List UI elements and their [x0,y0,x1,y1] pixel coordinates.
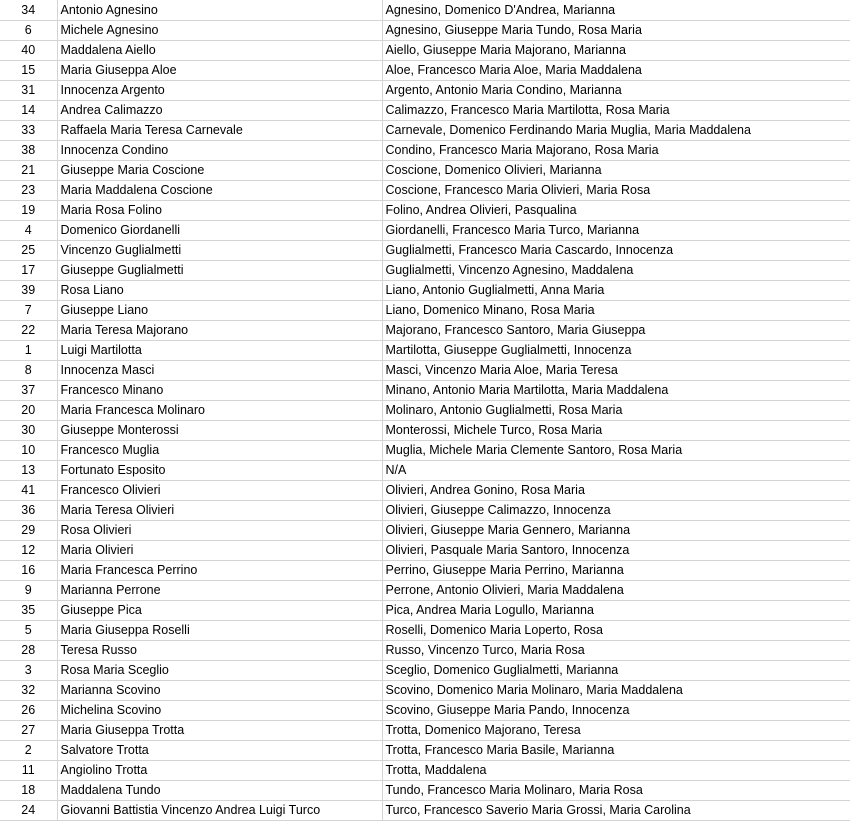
name-cell[interactable]: Innocenza Argento [57,81,382,101]
parents-cell[interactable]: Guglialmetti, Francesco Maria Cascardo, Innocenza [382,241,850,261]
id-cell[interactable]: 41 [0,481,57,501]
id-cell[interactable]: 19 [0,201,57,221]
name-cell[interactable]: Maria Giuseppa Trotta [57,721,382,741]
parents-cell[interactable]: Olivieri, Pasquale Maria Santoro, Innocenza [382,541,850,561]
parents-cell[interactable]: Russo, Vincenzo Turco, Maria Rosa [382,641,850,661]
parents-cell[interactable]: Molinaro, Antonio Guglialmetti, Rosa Maria [382,401,850,421]
table-row[interactable] [0,181,850,201]
parents-cell[interactable]: Condino, Francesco Maria Majorano, Rosa Maria [382,141,850,161]
table-row[interactable] [0,201,850,221]
parents-cell[interactable]: Perrone, Antonio Olivieri, Maria Maddalena [382,581,850,601]
parents-cell[interactable]: Trotta, Maddalena [382,761,850,781]
parents-cell[interactable]: Sceglio, Domenico Guglialmetti, Marianna [382,661,850,681]
table-row[interactable] [0,61,850,81]
name-cell[interactable]: Rosa Olivieri [57,521,382,541]
table-row[interactable] [0,81,850,101]
id-cell[interactable]: 2 [0,741,57,761]
id-cell[interactable]: 31 [0,81,57,101]
name-cell[interactable]: Francesco Olivieri [57,481,382,501]
id-cell[interactable]: 6 [0,21,57,41]
id-cell[interactable]: 15 [0,61,57,81]
id-cell[interactable]: 16 [0,561,57,581]
table-row[interactable] [0,221,850,241]
table-row[interactable] [0,741,850,761]
name-cell[interactable]: Maria Rosa Folino [57,201,382,221]
name-cell[interactable]: Giuseppe Maria Coscione [57,161,382,181]
id-cell[interactable]: 17 [0,261,57,281]
id-cell[interactable]: 18 [0,781,57,801]
table-row[interactable] [0,0,850,21]
id-cell[interactable]: 22 [0,321,57,341]
table-row[interactable] [0,301,850,321]
parents-cell[interactable]: Giordanelli, Francesco Maria Turco, Marianna [382,221,850,241]
parents-cell[interactable]: Agnesino, Domenico D'Andrea, Marianna [382,0,850,21]
table-row[interactable] [0,761,850,781]
name-cell[interactable]: Giuseppe Guglialmetti [57,261,382,281]
id-cell[interactable]: 9 [0,581,57,601]
parents-cell[interactable]: Calimazzo, Francesco Maria Martilotta, Rosa Maria [382,101,850,121]
name-cell[interactable]: Maria Maddalena Coscione [57,181,382,201]
name-cell[interactable]: Luigi Martilotta [57,341,382,361]
name-cell[interactable]: Michele Agnesino [57,21,382,41]
table-row[interactable] [0,241,850,261]
id-cell[interactable]: 23 [0,181,57,201]
table-row[interactable] [0,601,850,621]
parents-cell[interactable]: Coscione, Francesco Maria Olivieri, Maria Rosa [382,181,850,201]
id-cell[interactable]: 28 [0,641,57,661]
name-cell[interactable]: Domenico Giordanelli [57,221,382,241]
name-cell[interactable]: Salvatore Trotta [57,741,382,761]
parents-cell[interactable]: Liano, Domenico Minano, Rosa Maria [382,301,850,321]
id-cell[interactable]: 34 [0,0,57,21]
id-cell[interactable]: 1 [0,341,57,361]
id-cell[interactable]: 7 [0,301,57,321]
parents-cell[interactable]: Carnevale, Domenico Ferdinando Maria Muglia, Maria Maddalena [382,121,850,141]
table-row[interactable] [0,621,850,641]
parents-cell[interactable]: Trotta, Francesco Maria Basile, Marianna [382,741,850,761]
table-row[interactable] [0,121,850,141]
id-cell[interactable]: 37 [0,381,57,401]
parents-cell[interactable]: Tundo, Francesco Maria Molinaro, Maria Rosa [382,781,850,801]
name-cell[interactable]: Angiolino Trotta [57,761,382,781]
name-cell[interactable]: Giuseppe Monterossi [57,421,382,441]
name-cell[interactable]: Raffaela Maria Teresa Carnevale [57,121,382,141]
table-row[interactable] [0,541,850,561]
id-cell[interactable]: 24 [0,801,57,821]
table-row[interactable] [0,261,850,281]
table-row[interactable] [0,21,850,41]
name-cell[interactable]: Marianna Scovino [57,681,382,701]
parents-cell[interactable]: Masci, Vincenzo Maria Aloe, Maria Teresa [382,361,850,381]
parents-cell[interactable]: Scovino, Domenico Maria Molinaro, Maria Maddalena [382,681,850,701]
id-cell[interactable]: 32 [0,681,57,701]
parents-cell[interactable]: Pica, Andrea Maria Logullo, Marianna [382,601,850,621]
id-cell[interactable]: 21 [0,161,57,181]
table-row[interactable] [0,401,850,421]
name-cell[interactable]: Innocenza Masci [57,361,382,381]
table-row[interactable] [0,721,850,741]
id-cell[interactable]: 14 [0,101,57,121]
id-cell[interactable]: 40 [0,41,57,61]
table-row[interactable] [0,641,850,661]
parents-cell[interactable]: Agnesino, Giuseppe Maria Tundo, Rosa Maria [382,21,850,41]
parents-cell[interactable]: Olivieri, Andrea Gonino, Rosa Maria [382,481,850,501]
name-cell[interactable]: Maria Olivieri [57,541,382,561]
table-row[interactable] [0,101,850,121]
table-row[interactable] [0,281,850,301]
parents-cell[interactable]: Liano, Antonio Guglialmetti, Anna Maria [382,281,850,301]
table-row[interactable] [0,161,850,181]
id-cell[interactable]: 8 [0,361,57,381]
table-row[interactable] [0,801,850,821]
table-row[interactable] [0,381,850,401]
parents-cell[interactable]: Turco, Francesco Saverio Maria Grossi, Maria Carolina [382,801,850,821]
name-cell[interactable]: Maria Francesca Molinaro [57,401,382,421]
id-cell[interactable]: 36 [0,501,57,521]
id-cell[interactable]: 29 [0,521,57,541]
id-cell[interactable]: 12 [0,541,57,561]
name-cell[interactable]: Rosa Maria Sceglio [57,661,382,681]
id-cell[interactable]: 26 [0,701,57,721]
name-cell[interactable]: Giuseppe Liano [57,301,382,321]
name-cell[interactable]: Giuseppe Pica [57,601,382,621]
id-cell[interactable]: 33 [0,121,57,141]
parents-cell[interactable]: Martilotta, Giuseppe Guglialmetti, Innocenza [382,341,850,361]
id-cell[interactable]: 20 [0,401,57,421]
parents-cell[interactable]: Scovino, Giuseppe Maria Pando, Innocenza [382,701,850,721]
id-cell[interactable]: 11 [0,761,57,781]
parents-cell[interactable]: N/A [382,461,850,481]
table-row[interactable] [0,41,850,61]
parents-cell[interactable]: Olivieri, Giuseppe Calimazzo, Innocenza [382,501,850,521]
table-row[interactable] [0,461,850,481]
parents-cell[interactable]: Roselli, Domenico Maria Loperto, Rosa [382,621,850,641]
parents-cell[interactable]: Aloe, Francesco Maria Aloe, Maria Maddalena [382,61,850,81]
name-cell[interactable]: Antonio Agnesino [57,0,382,21]
parents-cell[interactable]: Guglialmetti, Vincenzo Agnesino, Maddalena [382,261,850,281]
parents-cell[interactable]: Monterossi, Michele Turco, Rosa Maria [382,421,850,441]
name-cell[interactable]: Maddalena Tundo [57,781,382,801]
parents-cell[interactable]: Argento, Antonio Maria Condino, Marianna [382,81,850,101]
name-cell[interactable]: Maria Giuseppa Roselli [57,621,382,641]
table-row[interactable] [0,141,850,161]
table-row[interactable] [0,501,850,521]
name-cell[interactable]: Maria Giuseppa Aloe [57,61,382,81]
table-row[interactable] [0,421,850,441]
id-cell[interactable]: 13 [0,461,57,481]
name-cell[interactable]: Maddalena Aiello [57,41,382,61]
parents-cell[interactable]: Trotta, Domenico Majorano, Teresa [382,721,850,741]
name-cell[interactable]: Vincenzo Guglialmetti [57,241,382,261]
name-cell[interactable]: Fortunato Esposito [57,461,382,481]
table-row[interactable] [0,481,850,501]
name-cell[interactable]: Giovanni Battistia Vincenzo Andrea Luigi Turco [57,801,382,821]
table-row[interactable] [0,681,850,701]
id-cell[interactable]: 5 [0,621,57,641]
parents-cell[interactable]: Olivieri, Giuseppe Maria Gennero, Marianna [382,521,850,541]
id-cell[interactable]: 38 [0,141,57,161]
id-cell[interactable]: 4 [0,221,57,241]
parents-cell[interactable]: Muglia, Michele Maria Clemente Santoro, Rosa Maria [382,441,850,461]
table-row[interactable] [0,521,850,541]
id-cell[interactable]: 30 [0,421,57,441]
table-row[interactable] [0,441,850,461]
name-cell[interactable]: Rosa Liano [57,281,382,301]
name-cell[interactable]: Francesco Minano [57,381,382,401]
name-cell[interactable]: Maria Teresa Majorano [57,321,382,341]
name-cell[interactable]: Maria Teresa Olivieri [57,501,382,521]
table-row[interactable] [0,361,850,381]
table-row[interactable] [0,661,850,681]
parents-cell[interactable]: Coscione, Domenico Olivieri, Marianna [382,161,850,181]
id-cell[interactable]: 39 [0,281,57,301]
id-cell[interactable]: 35 [0,601,57,621]
name-cell[interactable]: Marianna Perrone [57,581,382,601]
table-row[interactable] [0,701,850,721]
name-cell[interactable]: Francesco Muglia [57,441,382,461]
table-row[interactable] [0,321,850,341]
name-cell[interactable]: Teresa Russo [57,641,382,661]
parents-cell[interactable]: Perrino, Giuseppe Maria Perrino, Marianna [382,561,850,581]
parents-cell[interactable]: Minano, Antonio Maria Martilotta, Maria Maddalena [382,381,850,401]
table-row[interactable] [0,341,850,361]
name-cell[interactable]: Maria Francesca Perrino [57,561,382,581]
table-row[interactable] [0,581,850,601]
table-row[interactable] [0,781,850,801]
name-cell[interactable]: Innocenza Condino [57,141,382,161]
parents-cell[interactable]: Aiello, Giuseppe Maria Majorano, Marianna [382,41,850,61]
name-cell[interactable]: Andrea Calimazzo [57,101,382,121]
parents-cell[interactable]: Folino, Andrea Olivieri, Pasqualina [382,201,850,221]
id-cell[interactable]: 27 [0,721,57,741]
id-cell[interactable]: 25 [0,241,57,261]
id-cell[interactable]: 10 [0,441,57,461]
id-cell[interactable]: 3 [0,661,57,681]
table-row[interactable] [0,561,850,581]
parents-cell[interactable]: Majorano, Francesco Santoro, Maria Giuseppa [382,321,850,341]
name-cell[interactable]: Michelina Scovino [57,701,382,721]
